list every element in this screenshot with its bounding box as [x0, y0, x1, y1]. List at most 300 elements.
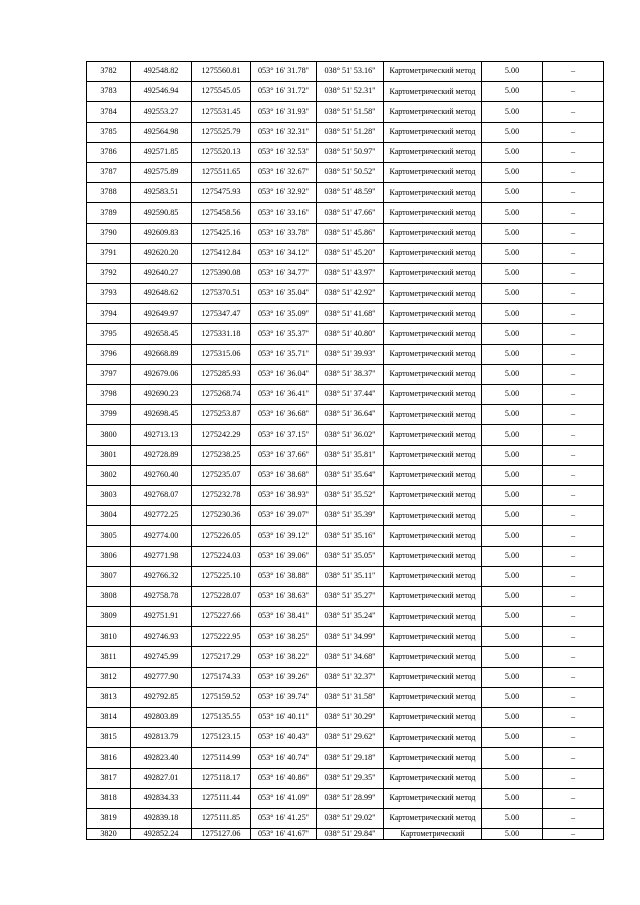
longitude-cell: 038° 51' 35.05" — [317, 546, 384, 566]
point-number-cell: 3811 — [87, 647, 131, 667]
accuracy-cell: 5.00 — [482, 385, 543, 405]
table-row — [87, 506, 604, 526]
y-coordinate-cell: 1275135.55 — [192, 708, 251, 728]
note-cell: – — [543, 728, 604, 748]
point-number-cell: 3796 — [87, 344, 131, 364]
method-cell: Картометрический метод — [384, 788, 482, 808]
note-cell: – — [543, 324, 604, 344]
longitude-cell: 038° 51' 32.37" — [317, 667, 384, 687]
accuracy-cell: 5.00 — [482, 162, 543, 182]
x-coordinate-cell: 492698.45 — [131, 405, 192, 425]
x-coordinate-cell: 492777.90 — [131, 667, 192, 687]
y-coordinate-cell: 1275425.16 — [192, 223, 251, 243]
method-cell: Картометрический метод — [384, 808, 482, 828]
note-cell: – — [543, 607, 604, 627]
y-coordinate-cell: 1275127.06 — [192, 829, 251, 840]
note-cell: – — [543, 506, 604, 526]
note-cell: – — [543, 263, 604, 283]
method-cell: Картометрический метод — [384, 526, 482, 546]
point-number-cell: 3802 — [87, 465, 131, 485]
point-number-cell: 3782 — [87, 62, 131, 82]
latitude-cell: 053° 16' 36.04" — [251, 364, 317, 384]
table-row — [87, 788, 604, 808]
point-number-cell: 3816 — [87, 748, 131, 768]
longitude-cell: 038° 51' 50.97" — [317, 142, 384, 162]
method-cell: Картометрический метод — [384, 566, 482, 586]
y-coordinate-cell: 1275232.78 — [192, 485, 251, 505]
note-cell: – — [543, 768, 604, 788]
latitude-cell: 053° 16' 39.26" — [251, 667, 317, 687]
x-coordinate-cell: 492546.94 — [131, 82, 192, 102]
method-cell: Картометрический метод — [384, 364, 482, 384]
point-number-cell: 3785 — [87, 122, 131, 142]
note-cell: – — [543, 102, 604, 122]
latitude-cell: 053° 16' 36.68" — [251, 405, 317, 425]
note-cell: – — [543, 425, 604, 445]
x-coordinate-cell: 492813.79 — [131, 728, 192, 748]
point-number-cell: 3817 — [87, 768, 131, 788]
point-number-cell: 3820 — [87, 829, 131, 840]
table-row — [87, 808, 604, 828]
x-coordinate-cell: 492548.82 — [131, 62, 192, 82]
accuracy-cell: 5.00 — [482, 728, 543, 748]
x-coordinate-cell: 492751.91 — [131, 607, 192, 627]
note-cell: – — [543, 82, 604, 102]
x-coordinate-cell: 492609.83 — [131, 223, 192, 243]
x-coordinate-cell: 492758.78 — [131, 586, 192, 606]
latitude-cell: 053° 16' 39.06" — [251, 546, 317, 566]
accuracy-cell: 5.00 — [482, 586, 543, 606]
longitude-cell: 038° 51' 47.66" — [317, 203, 384, 223]
note-cell: – — [543, 748, 604, 768]
latitude-cell: 053° 16' 40.86" — [251, 768, 317, 788]
y-coordinate-cell: 1275475.93 — [192, 183, 251, 203]
longitude-cell: 038° 51' 45.20" — [317, 243, 384, 263]
note-cell: – — [543, 667, 604, 687]
longitude-cell: 038° 51' 51.28" — [317, 122, 384, 142]
method-cell: Картометрический метод — [384, 223, 482, 243]
x-coordinate-cell: 492590.85 — [131, 203, 192, 223]
table-row — [87, 102, 604, 122]
accuracy-cell: 5.00 — [482, 687, 543, 707]
longitude-cell: 038° 51' 37.44" — [317, 385, 384, 405]
accuracy-cell: 5.00 — [482, 62, 543, 82]
method-cell: Картометрический метод — [384, 607, 482, 627]
longitude-cell: 038° 51' 53.16" — [317, 62, 384, 82]
longitude-cell: 038° 51' 41.68" — [317, 304, 384, 324]
method-cell: Картометрический метод — [384, 304, 482, 324]
x-coordinate-cell: 492774.00 — [131, 526, 192, 546]
table-row — [87, 425, 604, 445]
method-cell: Картометрический метод — [384, 546, 482, 566]
point-number-cell: 3808 — [87, 586, 131, 606]
point-number-cell: 3787 — [87, 162, 131, 182]
point-number-cell: 3799 — [87, 405, 131, 425]
x-coordinate-cell: 492839.18 — [131, 808, 192, 828]
coordinates-table — [86, 61, 604, 840]
method-cell: Картометрический метод — [384, 708, 482, 728]
accuracy-cell: 5.00 — [482, 284, 543, 304]
x-coordinate-cell: 492690.23 — [131, 385, 192, 405]
latitude-cell: 053° 16' 38.41" — [251, 607, 317, 627]
accuracy-cell: 5.00 — [482, 485, 543, 505]
x-coordinate-cell: 492772.25 — [131, 506, 192, 526]
y-coordinate-cell: 1275347.47 — [192, 304, 251, 324]
latitude-cell: 053° 16' 35.04" — [251, 284, 317, 304]
longitude-cell: 038° 51' 35.27" — [317, 586, 384, 606]
y-coordinate-cell: 1275253.87 — [192, 405, 251, 425]
latitude-cell: 053° 16' 37.15" — [251, 425, 317, 445]
latitude-cell: 053° 16' 32.92" — [251, 183, 317, 203]
table-row — [87, 162, 604, 182]
table-row — [87, 627, 604, 647]
y-coordinate-cell: 1275222.95 — [192, 627, 251, 647]
accuracy-cell: 5.00 — [482, 405, 543, 425]
y-coordinate-cell: 1275174.33 — [192, 667, 251, 687]
note-cell: – — [543, 243, 604, 263]
note-cell: – — [543, 122, 604, 142]
note-cell: – — [543, 687, 604, 707]
latitude-cell: 053° 16' 34.77" — [251, 263, 317, 283]
note-cell: – — [543, 546, 604, 566]
method-cell: Картометрический метод — [384, 183, 482, 203]
table-row — [87, 728, 604, 748]
latitude-cell: 053° 16' 39.74" — [251, 687, 317, 707]
note-cell: – — [543, 445, 604, 465]
method-cell: Картометрический метод — [384, 82, 482, 102]
x-coordinate-cell: 492766.32 — [131, 566, 192, 586]
accuracy-cell: 5.00 — [482, 808, 543, 828]
table-row — [87, 687, 604, 707]
point-number-cell: 3815 — [87, 728, 131, 748]
y-coordinate-cell: 1275525.79 — [192, 122, 251, 142]
point-number-cell: 3805 — [87, 526, 131, 546]
point-number-cell: 3813 — [87, 687, 131, 707]
y-coordinate-cell: 1275238.25 — [192, 445, 251, 465]
accuracy-cell: 5.00 — [482, 82, 543, 102]
y-coordinate-cell: 1275520.13 — [192, 142, 251, 162]
method-cell: Картометрический метод — [384, 586, 482, 606]
note-cell: – — [543, 788, 604, 808]
method-cell: Картометрический метод — [384, 344, 482, 364]
point-number-cell: 3806 — [87, 546, 131, 566]
x-coordinate-cell: 492713.13 — [131, 425, 192, 445]
longitude-cell: 038° 51' 42.92" — [317, 284, 384, 304]
accuracy-cell: 5.00 — [482, 627, 543, 647]
method-cell: Картометрический метод — [384, 465, 482, 485]
method-cell: Картометрический метод — [384, 385, 482, 405]
table-row — [87, 485, 604, 505]
longitude-cell: 038° 51' 35.11" — [317, 566, 384, 586]
longitude-cell: 038° 51' 35.16" — [317, 526, 384, 546]
point-number-cell: 3803 — [87, 485, 131, 505]
method-cell: Картометрический метод — [384, 284, 482, 304]
table-row — [87, 586, 604, 606]
method-cell: Картометрический метод — [384, 243, 482, 263]
accuracy-cell: 5.00 — [482, 566, 543, 586]
point-number-cell: 3793 — [87, 284, 131, 304]
latitude-cell: 053° 16' 41.25" — [251, 808, 317, 828]
table-row — [87, 708, 604, 728]
longitude-cell: 038° 51' 34.99" — [317, 627, 384, 647]
longitude-cell: 038° 51' 39.93" — [317, 344, 384, 364]
y-coordinate-cell: 1275268.74 — [192, 385, 251, 405]
y-coordinate-cell: 1275114.99 — [192, 748, 251, 768]
latitude-cell: 053° 16' 38.93" — [251, 485, 317, 505]
table-row — [87, 263, 604, 283]
longitude-cell: 038° 51' 36.64" — [317, 405, 384, 425]
longitude-cell: 038° 51' 40.80" — [317, 324, 384, 344]
latitude-cell: 053° 16' 40.11" — [251, 708, 317, 728]
method-cell: Картометрический метод — [384, 263, 482, 283]
latitude-cell: 053° 16' 38.63" — [251, 586, 317, 606]
x-coordinate-cell: 492575.89 — [131, 162, 192, 182]
y-coordinate-cell: 1275315.06 — [192, 344, 251, 364]
y-coordinate-cell: 1275111.85 — [192, 808, 251, 828]
note-cell: – — [543, 364, 604, 384]
accuracy-cell: 5.00 — [482, 829, 543, 840]
table-body — [87, 62, 604, 840]
x-coordinate-cell: 492668.89 — [131, 344, 192, 364]
latitude-cell: 053° 16' 34.12" — [251, 243, 317, 263]
latitude-cell: 053° 16' 31.93" — [251, 102, 317, 122]
note-cell: – — [543, 223, 604, 243]
note-cell: – — [543, 142, 604, 162]
longitude-cell: 038° 51' 29.35" — [317, 768, 384, 788]
point-number-cell: 3794 — [87, 304, 131, 324]
point-number-cell: 3792 — [87, 263, 131, 283]
table-row — [87, 122, 604, 142]
table-row — [87, 566, 604, 586]
y-coordinate-cell: 1275370.51 — [192, 284, 251, 304]
latitude-cell: 053° 16' 40.74" — [251, 748, 317, 768]
y-coordinate-cell: 1275511.65 — [192, 162, 251, 182]
table-row — [87, 183, 604, 203]
longitude-cell: 038° 51' 29.18" — [317, 748, 384, 768]
x-coordinate-cell: 492649.97 — [131, 304, 192, 324]
table-row — [87, 667, 604, 687]
table-row — [87, 465, 604, 485]
longitude-cell: 038° 51' 35.64" — [317, 465, 384, 485]
latitude-cell: 053° 16' 31.72" — [251, 82, 317, 102]
accuracy-cell: 5.00 — [482, 304, 543, 324]
y-coordinate-cell: 1275217.29 — [192, 647, 251, 667]
latitude-cell: 053° 16' 38.88" — [251, 566, 317, 586]
table-row — [87, 385, 604, 405]
method-cell: Картометрический метод — [384, 627, 482, 647]
method-cell: Картометрический метод — [384, 485, 482, 505]
longitude-cell: 038° 51' 30.29" — [317, 708, 384, 728]
table-row — [87, 546, 604, 566]
point-number-cell: 3783 — [87, 82, 131, 102]
x-coordinate-cell: 492760.40 — [131, 465, 192, 485]
note-cell: – — [543, 162, 604, 182]
point-number-cell: 3786 — [87, 142, 131, 162]
table-row — [87, 82, 604, 102]
longitude-cell: 038° 51' 52.31" — [317, 82, 384, 102]
method-cell: Картометрический метод — [384, 768, 482, 788]
y-coordinate-cell: 1275227.66 — [192, 607, 251, 627]
note-cell: – — [543, 566, 604, 586]
table-row — [87, 405, 604, 425]
y-coordinate-cell: 1275226.05 — [192, 526, 251, 546]
note-cell: – — [543, 627, 604, 647]
method-cell: Картометрический метод — [384, 748, 482, 768]
note-cell: – — [543, 304, 604, 324]
accuracy-cell: 5.00 — [482, 364, 543, 384]
y-coordinate-cell: 1275560.81 — [192, 62, 251, 82]
accuracy-cell: 5.00 — [482, 667, 543, 687]
table-row — [87, 203, 604, 223]
x-coordinate-cell: 492834.33 — [131, 788, 192, 808]
point-number-cell: 3819 — [87, 808, 131, 828]
note-cell: – — [543, 647, 604, 667]
method-cell: Картометрический метод — [384, 62, 482, 82]
table-row — [87, 748, 604, 768]
longitude-cell: 038° 51' 35.24" — [317, 607, 384, 627]
latitude-cell: 053° 16' 41.67" — [251, 829, 317, 840]
point-number-cell: 3818 — [87, 788, 131, 808]
longitude-cell: 038° 51' 50.52" — [317, 162, 384, 182]
longitude-cell: 038° 51' 35.39" — [317, 506, 384, 526]
note-cell: – — [543, 465, 604, 485]
x-coordinate-cell: 492658.45 — [131, 324, 192, 344]
latitude-cell: 053° 16' 33.16" — [251, 203, 317, 223]
y-coordinate-cell: 1275228.07 — [192, 586, 251, 606]
point-number-cell: 3790 — [87, 223, 131, 243]
point-number-cell: 3810 — [87, 627, 131, 647]
accuracy-cell: 5.00 — [482, 102, 543, 122]
accuracy-cell: 5.00 — [482, 546, 543, 566]
x-coordinate-cell: 492768.07 — [131, 485, 192, 505]
x-coordinate-cell: 492583.51 — [131, 183, 192, 203]
longitude-cell: 038° 51' 34.68" — [317, 647, 384, 667]
longitude-cell: 038° 51' 45.86" — [317, 223, 384, 243]
method-cell: Картометрический метод — [384, 102, 482, 122]
accuracy-cell: 5.00 — [482, 122, 543, 142]
longitude-cell: 038° 51' 43.97" — [317, 263, 384, 283]
y-coordinate-cell: 1275285.93 — [192, 364, 251, 384]
x-coordinate-cell: 492679.06 — [131, 364, 192, 384]
x-coordinate-cell: 492771.98 — [131, 546, 192, 566]
longitude-cell: 038° 51' 29.62" — [317, 728, 384, 748]
note-cell: – — [543, 586, 604, 606]
x-coordinate-cell: 492648.62 — [131, 284, 192, 304]
method-cell: Картометрический метод — [384, 162, 482, 182]
accuracy-cell: 5.00 — [482, 788, 543, 808]
table-row — [87, 243, 604, 263]
latitude-cell: 053° 16' 37.66" — [251, 445, 317, 465]
latitude-cell: 053° 16' 36.41" — [251, 385, 317, 405]
latitude-cell: 053° 16' 38.25" — [251, 627, 317, 647]
accuracy-cell: 5.00 — [482, 183, 543, 203]
y-coordinate-cell: 1275531.45 — [192, 102, 251, 122]
longitude-cell: 038° 51' 51.58" — [317, 102, 384, 122]
point-number-cell: 3807 — [87, 566, 131, 586]
point-number-cell: 3804 — [87, 506, 131, 526]
method-cell: Картометрический метод — [384, 687, 482, 707]
y-coordinate-cell: 1275159.52 — [192, 687, 251, 707]
method-cell: Картометрический метод — [384, 728, 482, 748]
accuracy-cell: 5.00 — [482, 526, 543, 546]
note-cell: – — [543, 405, 604, 425]
x-coordinate-cell: 492564.98 — [131, 122, 192, 142]
table-row — [87, 142, 604, 162]
latitude-cell: 053° 16' 41.09" — [251, 788, 317, 808]
note-cell: – — [543, 62, 604, 82]
x-coordinate-cell: 492852.24 — [131, 829, 192, 840]
y-coordinate-cell: 1275242.29 — [192, 425, 251, 445]
note-cell: – — [543, 385, 604, 405]
accuracy-cell: 5.00 — [482, 465, 543, 485]
x-coordinate-cell: 492827.01 — [131, 768, 192, 788]
latitude-cell: 053° 16' 32.31" — [251, 122, 317, 142]
x-coordinate-cell: 492803.89 — [131, 708, 192, 728]
table-row — [87, 324, 604, 344]
table-row — [87, 344, 604, 364]
method-cell: Картометрический метод — [384, 425, 482, 445]
method-cell: Картометрический метод — [384, 667, 482, 687]
note-cell: – — [543, 829, 604, 840]
x-coordinate-cell: 492640.27 — [131, 263, 192, 283]
table-row — [87, 304, 604, 324]
y-coordinate-cell: 1275225.10 — [192, 566, 251, 586]
point-number-cell: 3797 — [87, 364, 131, 384]
accuracy-cell: 5.00 — [482, 647, 543, 667]
note-cell: – — [543, 526, 604, 546]
longitude-cell: 038° 51' 31.58" — [317, 687, 384, 707]
table-row — [87, 768, 604, 788]
longitude-cell: 038° 51' 38.37" — [317, 364, 384, 384]
y-coordinate-cell: 1275545.05 — [192, 82, 251, 102]
table-row — [87, 445, 604, 465]
accuracy-cell: 5.00 — [482, 506, 543, 526]
longitude-cell: 038° 51' 36.02" — [317, 425, 384, 445]
point-number-cell: 3789 — [87, 203, 131, 223]
accuracy-cell: 5.00 — [482, 708, 543, 728]
point-number-cell: 3788 — [87, 183, 131, 203]
table-row — [87, 526, 604, 546]
latitude-cell: 053° 16' 35.09" — [251, 304, 317, 324]
y-coordinate-cell: 1275331.18 — [192, 324, 251, 344]
note-cell: – — [543, 203, 604, 223]
point-number-cell: 3812 — [87, 667, 131, 687]
method-cell: Картометрический метод — [384, 506, 482, 526]
latitude-cell: 053° 16' 31.78" — [251, 62, 317, 82]
y-coordinate-cell: 1275412.84 — [192, 243, 251, 263]
table-row — [87, 62, 604, 82]
accuracy-cell: 5.00 — [482, 748, 543, 768]
longitude-cell: 038° 51' 48.59" — [317, 183, 384, 203]
note-cell: – — [543, 344, 604, 364]
table-row — [87, 364, 604, 384]
table-row — [87, 284, 604, 304]
x-coordinate-cell: 492620.20 — [131, 243, 192, 263]
longitude-cell: 038° 51' 35.52" — [317, 485, 384, 505]
accuracy-cell: 5.00 — [482, 243, 543, 263]
table-row — [87, 647, 604, 667]
note-cell: – — [543, 808, 604, 828]
latitude-cell: 053° 16' 33.78" — [251, 223, 317, 243]
x-coordinate-cell: 492728.89 — [131, 445, 192, 465]
latitude-cell: 053° 16' 39.12" — [251, 526, 317, 546]
table-row — [87, 607, 604, 627]
y-coordinate-cell: 1275390.08 — [192, 263, 251, 283]
point-number-cell: 3791 — [87, 243, 131, 263]
point-number-cell: 3800 — [87, 425, 131, 445]
method-cell: Картометрический метод — [384, 122, 482, 142]
latitude-cell: 053° 16' 35.71" — [251, 344, 317, 364]
